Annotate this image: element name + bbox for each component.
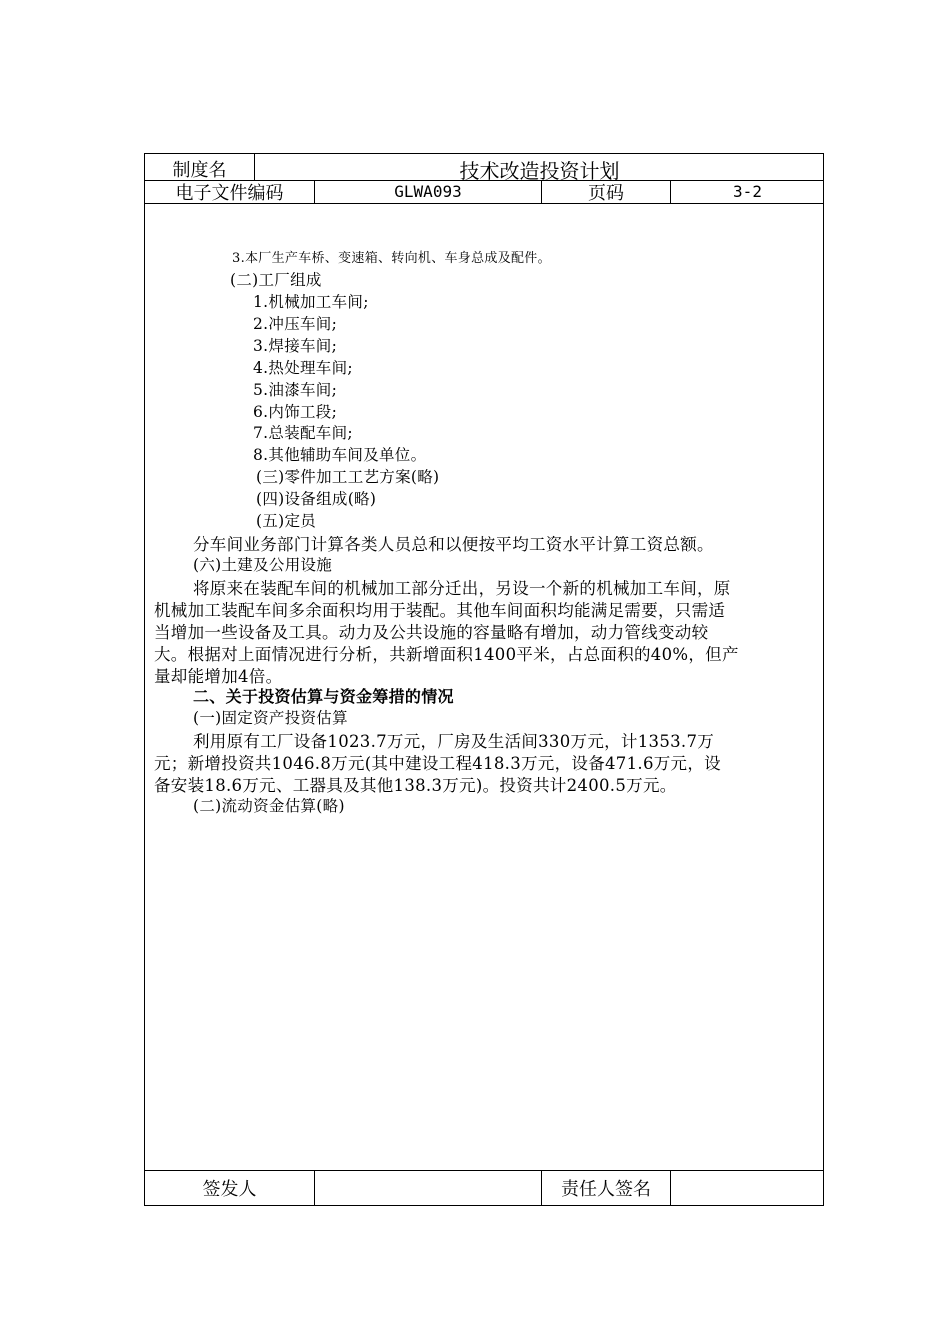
label-issuer: 签发人: [202, 1179, 257, 1200]
section-heading: (五)定员: [256, 512, 317, 530]
body-paragraph-line: 大。根据对上面情况进行分析，共新增面积1400平米，占总面积的40%，但产: [154, 645, 739, 664]
list-item: 6.内饰工段;: [253, 403, 338, 421]
body-paragraph-line: 当增加一些设备及工具。动力及公共设施的容量略有增加，动力管线变动较: [154, 623, 709, 642]
list-item: 8.其他辅助车间及单位。: [253, 446, 427, 464]
body-paragraph-line: 将原来在装配车间的机械加工部分迁出，另设一个新的机械加工车间，原: [193, 579, 731, 598]
issuer-field[interactable]: [315, 1170, 541, 1206]
responsible-signature-field[interactable]: [671, 1170, 824, 1206]
list-item: 2.冲压车间;: [253, 315, 338, 333]
list-item: 3.焊接车间;: [253, 337, 338, 355]
body-paragraph-line: 分车间业务部门计算各类人员总和以便按平均工资水平计算工资总额。: [193, 535, 714, 554]
section-heading: (二)流动资金估算(略): [193, 797, 345, 815]
label-responsible-signature: 责任人签名: [561, 1179, 651, 1200]
body-paragraph-line: 机械加工装配车间多余面积均用于装配。其他车间面积均能满足需要，只需适: [154, 601, 726, 620]
list-item: 1.机械加工车间;: [253, 293, 369, 311]
label-page: 页码: [588, 182, 624, 204]
body-line: 3.本厂生产车桥、变速箱、转向机、车身总成及配件。: [232, 251, 551, 266]
list-item: 5.油漆车间;: [253, 381, 338, 399]
body-paragraph-line: 量却能增加4倍。: [154, 667, 283, 686]
list-item: 4.热处理车间;: [253, 359, 353, 377]
body-paragraph-line: 元；新增投资共1046.8万元(其中建设工程418.3万元，设备471.6万元，设: [154, 754, 721, 773]
label-system-name: 制度名: [172, 160, 227, 181]
body-paragraph-line: 备安装18.6万元、工器具及其他138.3万元)。投资共计2400.5万元。: [154, 776, 677, 795]
page-number: 3-2: [733, 182, 762, 201]
system-name: 技术改造投资计划: [459, 158, 620, 183]
file-code: GLWA093: [394, 182, 462, 201]
list-item: 7.总装配车间;: [253, 424, 353, 442]
section-heading: (六)土建及公用设施: [193, 556, 333, 574]
section-heading: (二)工厂组成: [230, 271, 322, 289]
chapter-heading: 二、关于投资估算与资金筹措的情况: [193, 687, 454, 706]
label-file-code: 电子文件编码: [175, 182, 284, 204]
section-heading: (四)设备组成(略): [256, 490, 377, 508]
section-heading: (一)固定资产投资估算: [193, 709, 348, 727]
section-heading: (三)零件加工工艺方案(略): [256, 468, 440, 486]
body-paragraph-line: 利用原有工厂设备1023.7万元，厂房及生活间330万元，计1353.7万: [193, 732, 715, 751]
